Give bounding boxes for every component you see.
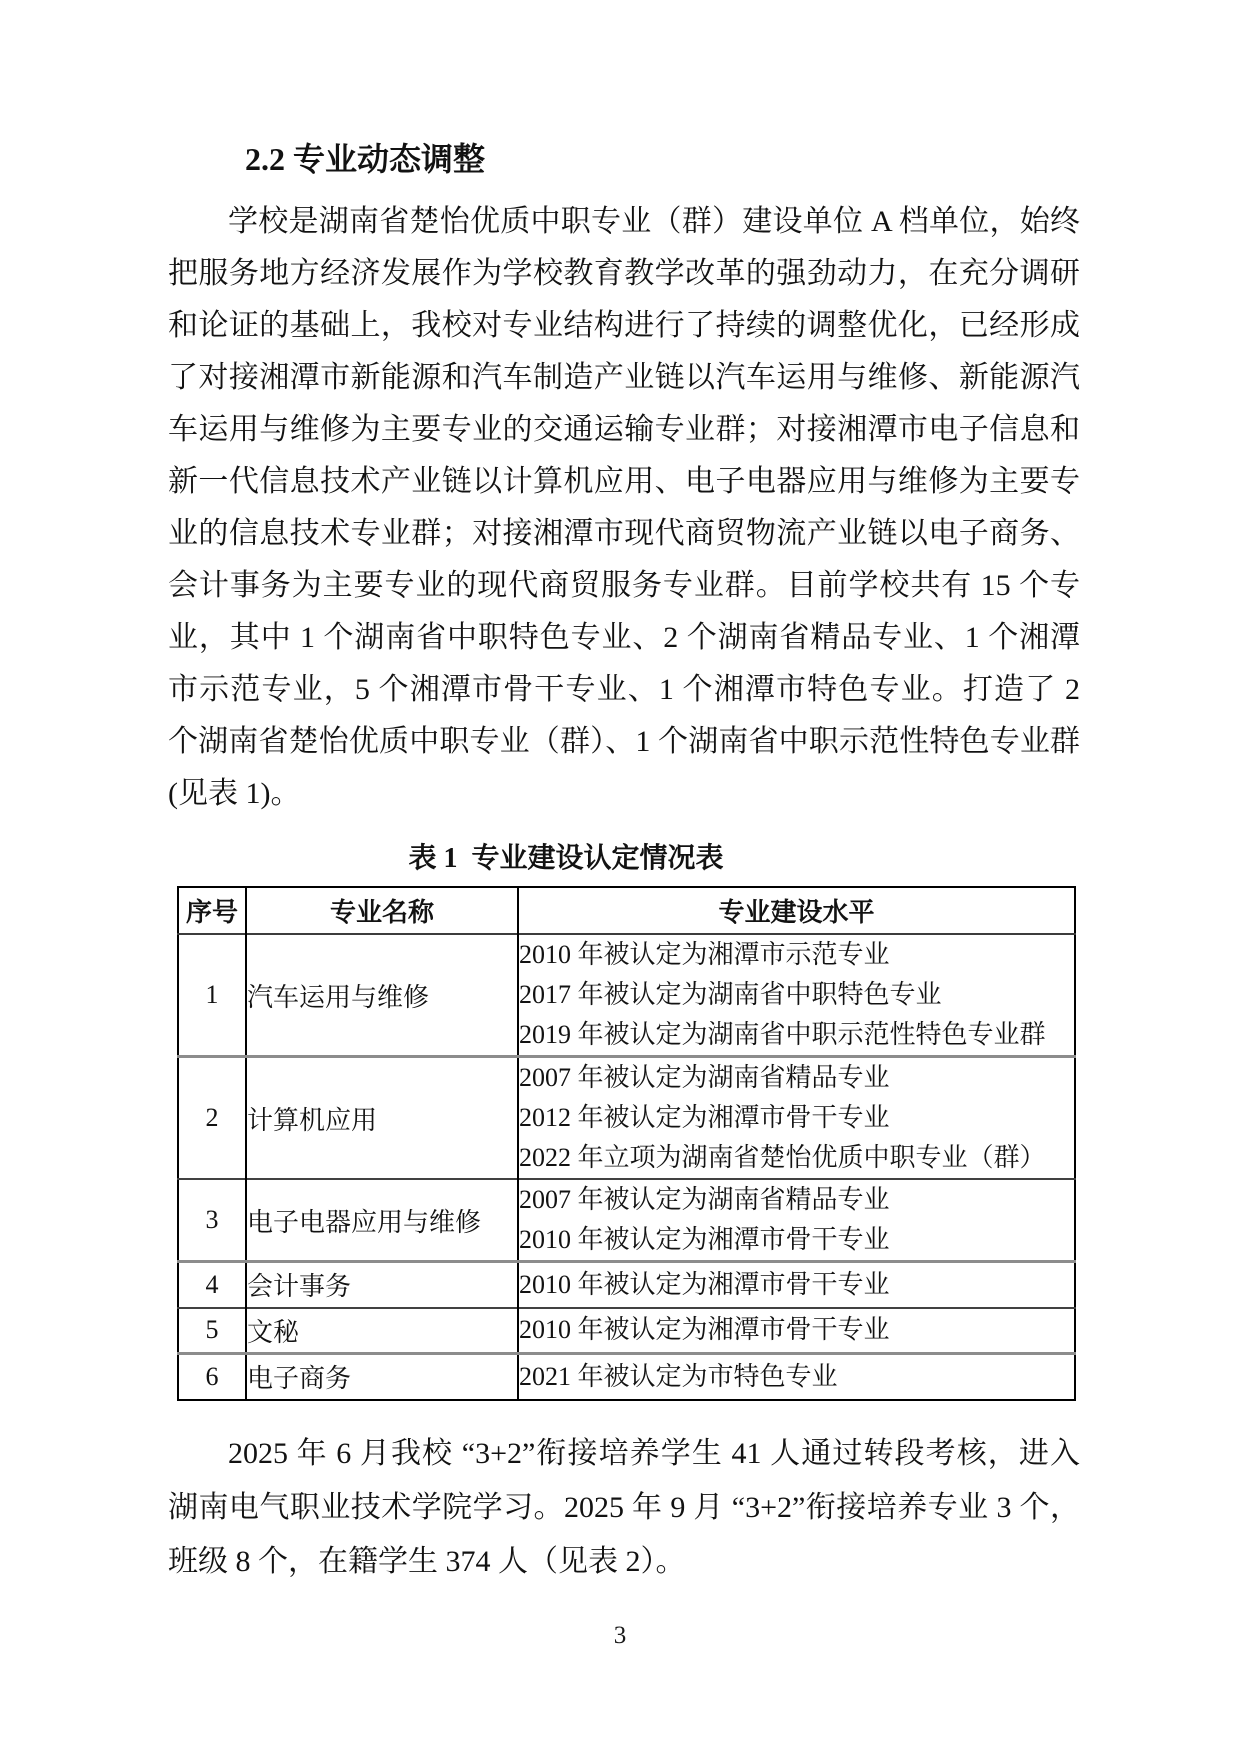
level-line: 2022 年立项为湖南省楚怡优质中职专业（群） — [519, 1143, 1046, 1172]
level-line: 2007 年被认定为湖南省精品专业 — [519, 1063, 890, 1092]
row-major: 计算机应用 — [246, 1057, 518, 1180]
row-major: 汽车运用与维修 — [246, 934, 518, 1057]
row-major: 文秘 — [246, 1308, 518, 1354]
row-levels — [518, 1308, 1075, 1354]
table-row — [178, 1262, 1075, 1308]
level-line: 2007 年被认定为湖南省精品专业 — [519, 1185, 890, 1214]
row-no: 3 — [205, 1205, 219, 1234]
row-levels — [518, 1057, 1075, 1180]
table-row — [178, 1057, 1075, 1180]
row-no: 4 — [205, 1269, 219, 1299]
row-major: 电子商务 — [246, 1354, 518, 1400]
row-levels — [518, 1179, 1075, 1262]
level-line: 2010 年被认定为湘潭市骨干专业 — [519, 1225, 890, 1254]
level-line: 2010 年被认定为湘潭市示范专业 — [519, 940, 890, 969]
table-row — [178, 1308, 1075, 1354]
table-caption: 表 1 专业建设认定情况表 — [408, 843, 724, 874]
level-line: 2021 年被认定为市特色专业 — [519, 1361, 838, 1391]
closing-paragraph: 2025 年 6 月我校 “3+2”衔接培养学生 41 人通过转段考核，进入湖南电气职业技术学院学习。2025 年 9 月 “3+2”衔接培养专业 3 个，班级 8 个，在籍学生 374 人（见表 2）。 — [168, 1436, 1080, 1578]
table-row — [178, 1354, 1075, 1400]
row-major: 电子电器应用与维修 — [246, 1179, 518, 1262]
level-line: 2010 年被认定为湘潭市骨干专业 — [519, 1269, 890, 1299]
table-row — [178, 1179, 1075, 1262]
col-header-major: 专业名称 — [246, 887, 518, 934]
row-levels — [518, 934, 1075, 1057]
majors-table — [177, 886, 1076, 1401]
table-header-row — [178, 887, 1075, 934]
table-row — [178, 934, 1075, 1057]
row-levels — [518, 1262, 1075, 1308]
col-header-no: 序号 — [185, 898, 238, 927]
row-no: 5 — [205, 1315, 219, 1345]
row-major: 会计事务 — [246, 1262, 518, 1308]
col-header-level: 专业建设水平 — [518, 887, 1075, 934]
row-no: 2 — [205, 1103, 219, 1132]
section-paragraph: 学校是湖南省楚怡优质中职专业（群）建设单位 A 档单位，始终把服务地方经济发展作为学校教育教学改革的强劲动力，在充分调研和论证的基础上，我校对专业结构进行了持续的调整优化，已经形成了对接湘潭市新能源和汽车制造产业链以汽车运用与维修、新能源汽车运用与维修为主要专业的交通运输专业群；对接湘潭市电子信息和新一代信息技术产业链以计算机应用、电子电器应用与维修为主要专业的信息技术专业群；对接湘潭市现代商贸物流产业链以电子商务、会计事务为主要专业的现代商贸服务专业群。目前学校共有 15 个专业，其中 1 个湖南省中职特色专业、2 个湖南省精品专业、1 个湘潭市示范专业，5 个湘潭市骨干专业、1 个湘潭市特色专业。打造了 2 个湖南省楚怡优质中职专业（群）、1 个湖南省中职示范性特色专业群(见表 1)。 — [168, 205, 1080, 810]
row-no: 1 — [205, 980, 219, 1009]
row-no: 6 — [205, 1361, 219, 1391]
page-number: 3 — [613, 1622, 627, 1649]
section-heading: 2.2 专业动态调整 — [245, 141, 486, 177]
level-line: 2012 年被认定为湘潭市骨干专业 — [519, 1103, 890, 1132]
row-levels — [518, 1354, 1075, 1400]
page-content — [168, 138, 1080, 1589]
level-line: 2017 年被认定为湖南省中职特色专业 — [519, 980, 942, 1009]
level-line: 2010 年被认定为湘潭市骨干专业 — [519, 1315, 890, 1345]
level-line: 2019 年被认定为湖南省中职示范性特色专业群 — [519, 1020, 1046, 1049]
